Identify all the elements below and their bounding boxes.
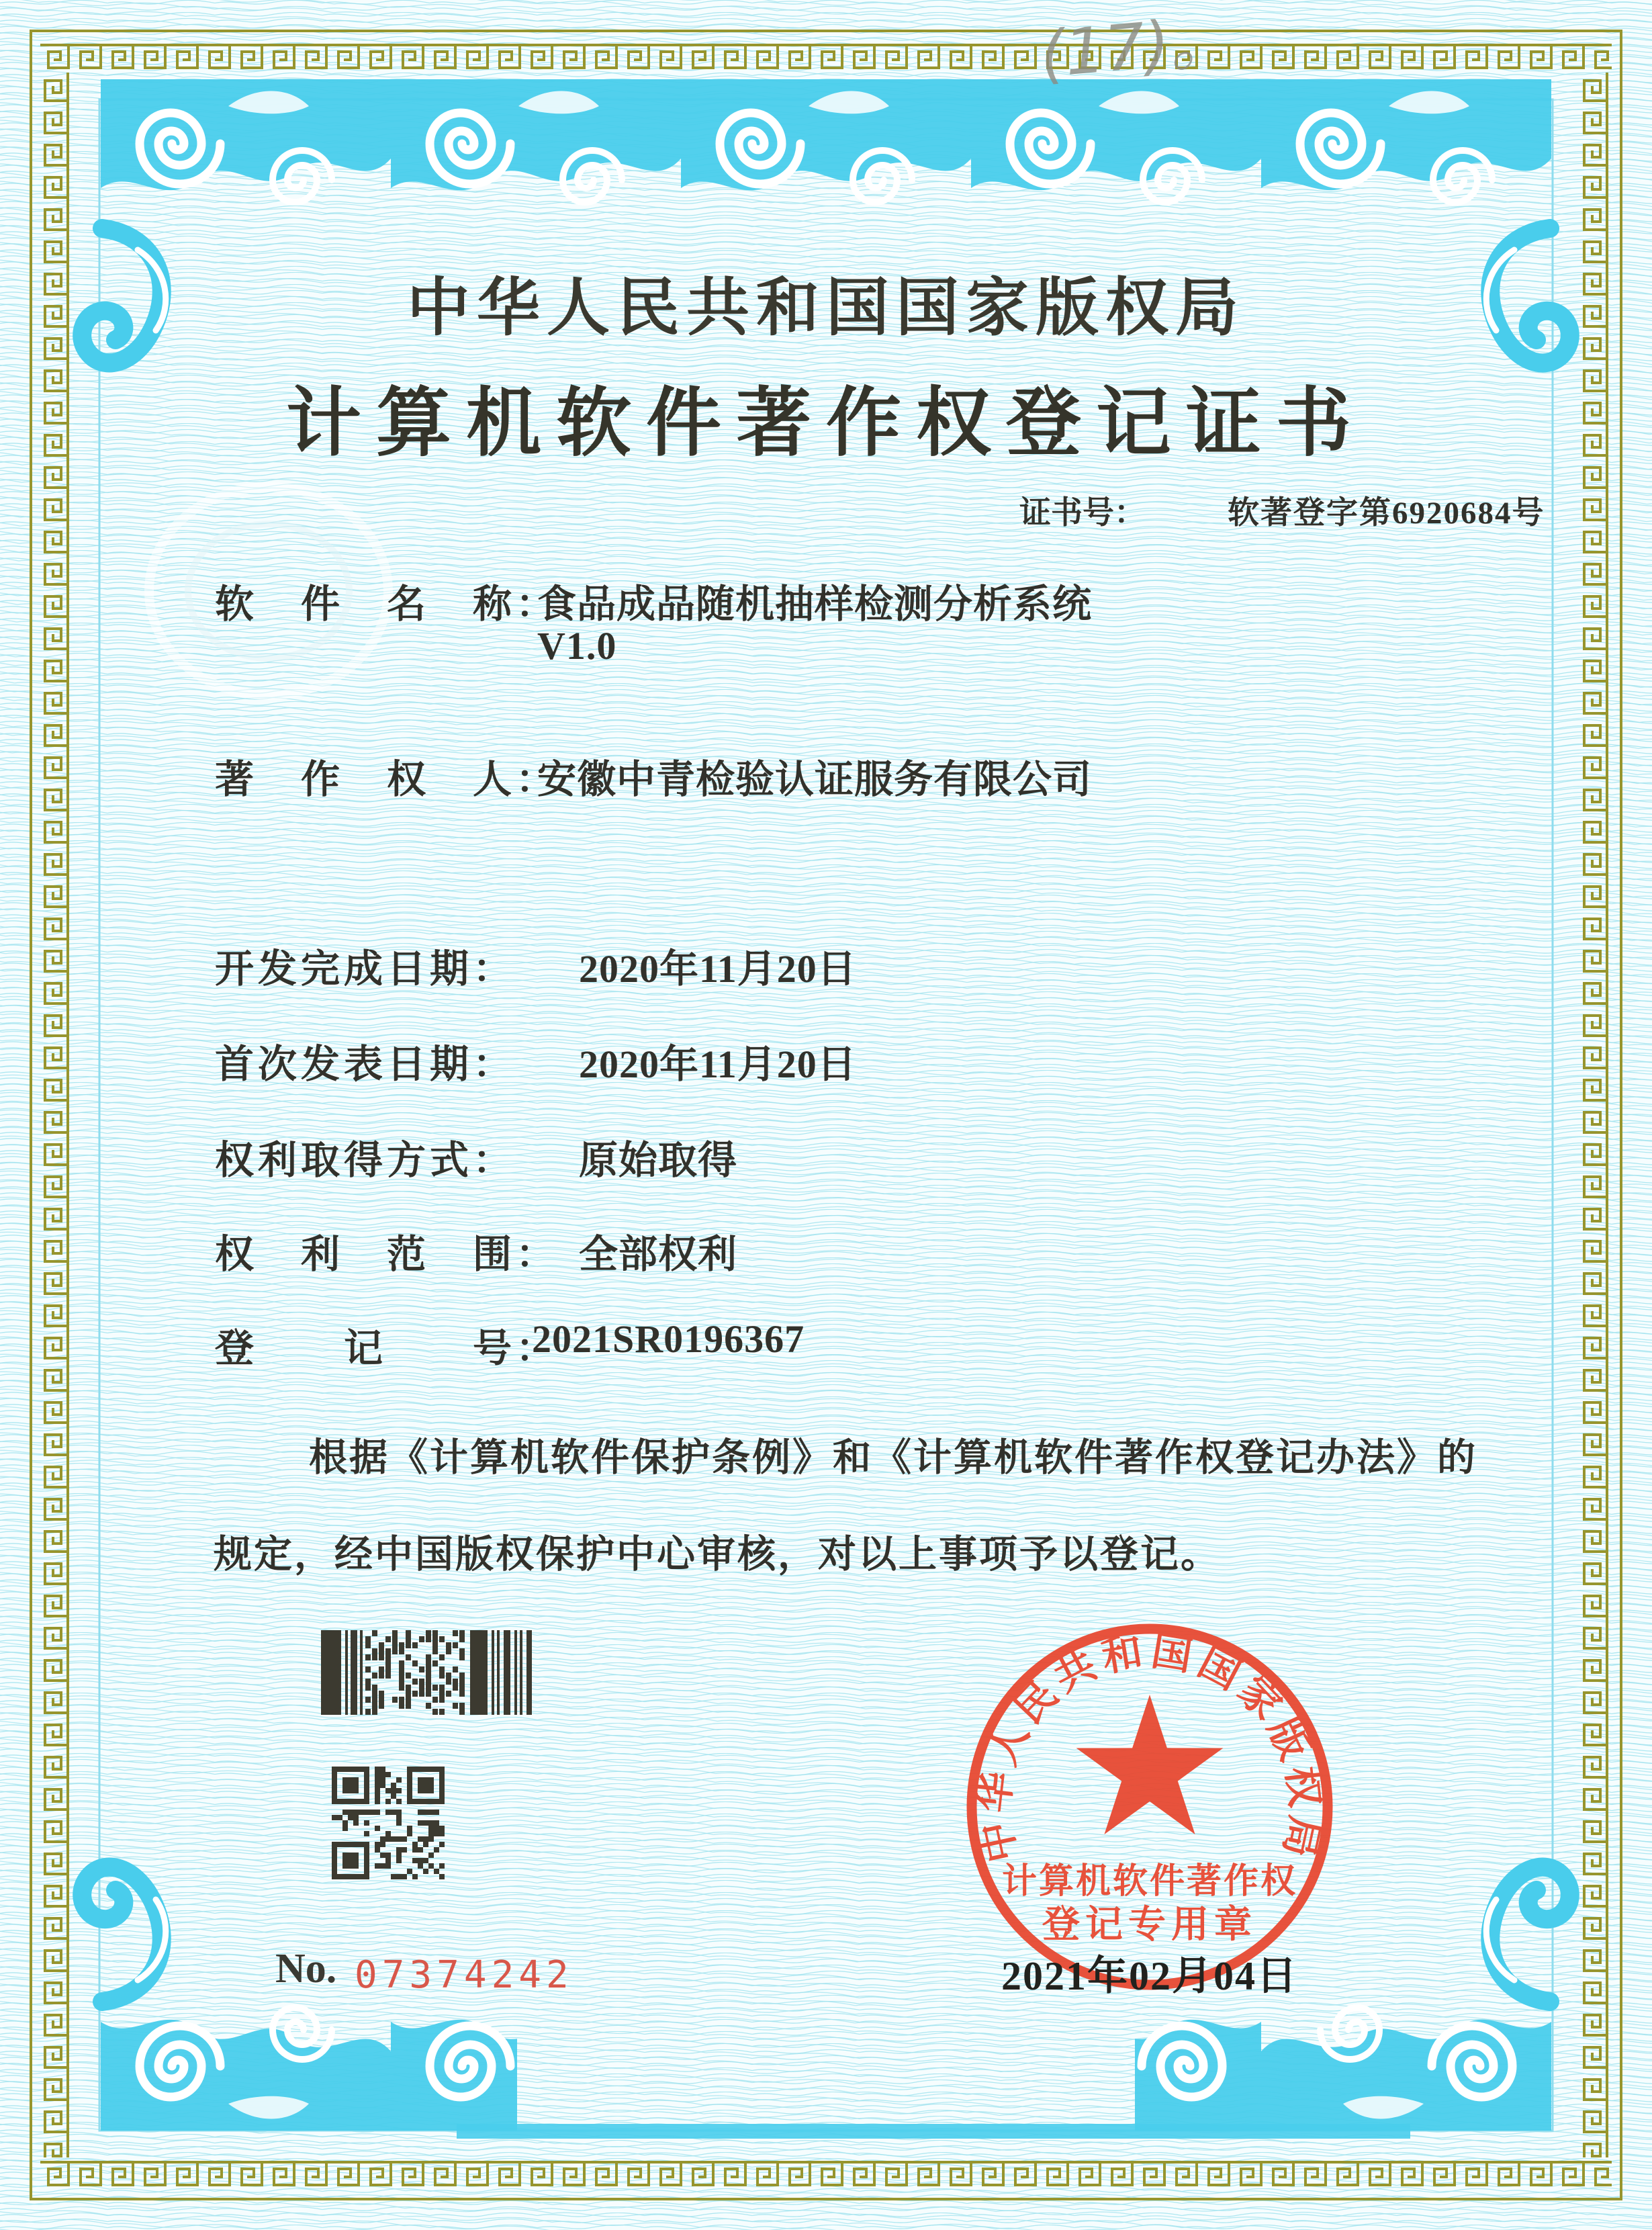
seal-text-line2: 登记专用章 [1042, 1904, 1257, 1946]
seal-text-line1: 计算机软件著作权 [1001, 1863, 1298, 1901]
field-value: 2021SR0196367 [532, 1317, 805, 1361]
handwritten-note: (17)。 [1037, 2, 1236, 93]
authority-title: 中华人民共和国国家版权局 [406, 273, 1245, 343]
issue-date: 2021年02月04日 [1001, 1954, 1298, 1998]
serial-number: 07374242 [355, 1953, 573, 1997]
field-value: 食品成品随机抽样检测分析系统 [537, 582, 1093, 626]
field-label: 著 作 权 人： [215, 758, 559, 801]
certificate-title: 计算机软件著作权登记证书 [286, 382, 1366, 465]
field-value: 安徽中青检验认证服务有限公司 [537, 758, 1093, 801]
field-value: 全部权利 [579, 1233, 738, 1276]
certificate-number-value: 软著登字第6920684号 [1228, 496, 1545, 531]
field-value: 2020年11月20日 [579, 947, 857, 991]
serial-prefix: No. [275, 1946, 337, 1992]
field-label: 首次发表日期： [215, 1042, 516, 1086]
statement-line-1: 根据《计算机软件保护条例》和《计算机软件著作权登记办法》的 [309, 1437, 1477, 1479]
field-label: 登 记 号： [215, 1327, 559, 1370]
field-value: 原始取得 [579, 1139, 738, 1182]
certificate-number-label: 证书号： [1019, 496, 1146, 531]
field-value-line2: V1.0 [537, 624, 617, 668]
seal-ring-text: 中华人民共和国国家版权局 [971, 1628, 1328, 1867]
field-label: 权 利 范 围： [215, 1233, 559, 1276]
field-label: 权利取得方式： [215, 1139, 516, 1182]
field-label: 软 件 名 称： [215, 582, 559, 626]
field-value: 2020年11月20日 [579, 1042, 857, 1086]
red-star-icon [1076, 1695, 1224, 1834]
field-label: 开发完成日期： [215, 947, 516, 991]
statement-line-2: 规定，经中国版权保护中心审核，对以上事项予以登记。 [214, 1533, 1221, 1576]
